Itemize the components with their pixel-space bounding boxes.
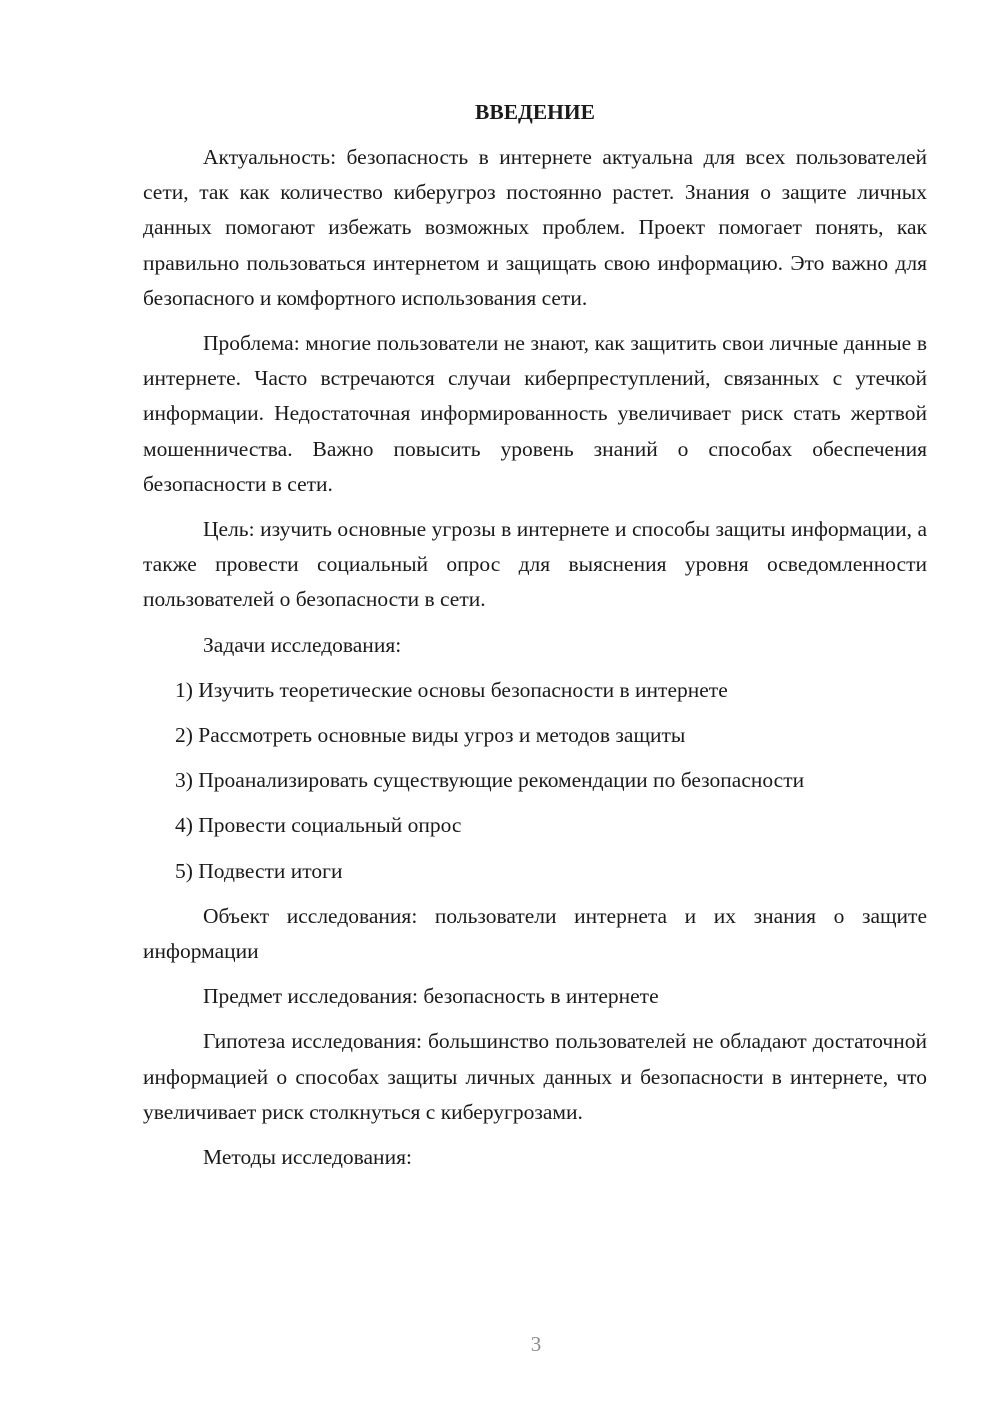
page-number: 3 — [530, 1332, 542, 1356]
list-item: 1) Изучить теоретические основы безопасности в интернете — [175, 677, 728, 702]
research-subject-paragraph: Предмет исследования: безопасность в интернете — [203, 984, 659, 1009]
list-item: 2) Рассмотреть основные виды угроз и методов защиты — [175, 723, 686, 748]
tasks-heading: Задачи исследования: — [203, 632, 402, 657]
list-item: 5) Подвести итоги — [175, 858, 343, 883]
research-object-paragraph: Объект исследования: пользователи интернета и их знания о защите информации — [143, 903, 927, 964]
hypothesis-paragraph: Гипотеза исследования: большинство пользователей не обладают достаточной информацией о способах защиты личных данных и безопасности в интернете, что увеличивает риск столкнуться с киберугрозами. — [143, 1029, 927, 1124]
goal-paragraph: Цель: изучить основные угрозы в интернете и способы защиты информации, а также провести социальный опрос для выяснения уровня осведомленности пользователей о безопасности в сети. — [143, 517, 927, 612]
page-content — [143, 95, 927, 1185]
tasks-list — [143, 673, 927, 889]
relevance-paragraph: Актуальность: безопасность в интернете актуальна для всех пользователей сети, так как количество киберугроз постоянно растет. Знания о защите личных данных помогают избежать возможных проблем. Проект помогает понять, как правильно пользоваться интернетом и защищать свою информацию. Это важно для безопасного и комфортного использования сети. — [143, 145, 927, 310]
problem-paragraph: Проблема: многие пользователи не знают, как защитить свои личные данные в интернете. Часто встречаются случаи киберпреступлений, связанных с утечкой информации. Недостаточная информированность увеличивает риск стать жертвой мошенничества. Важно повысить уровень знаний о способах обеспечения безопасности в сети. — [143, 331, 927, 496]
section-title: ВВЕДЕНИЕ — [475, 100, 595, 124]
list-item: 3) Проанализировать существующие рекомендации по безопасности — [175, 768, 805, 793]
methods-heading: Методы исследования: — [203, 1145, 412, 1170]
list-item: 4) Провести социальный опрос — [175, 813, 462, 838]
